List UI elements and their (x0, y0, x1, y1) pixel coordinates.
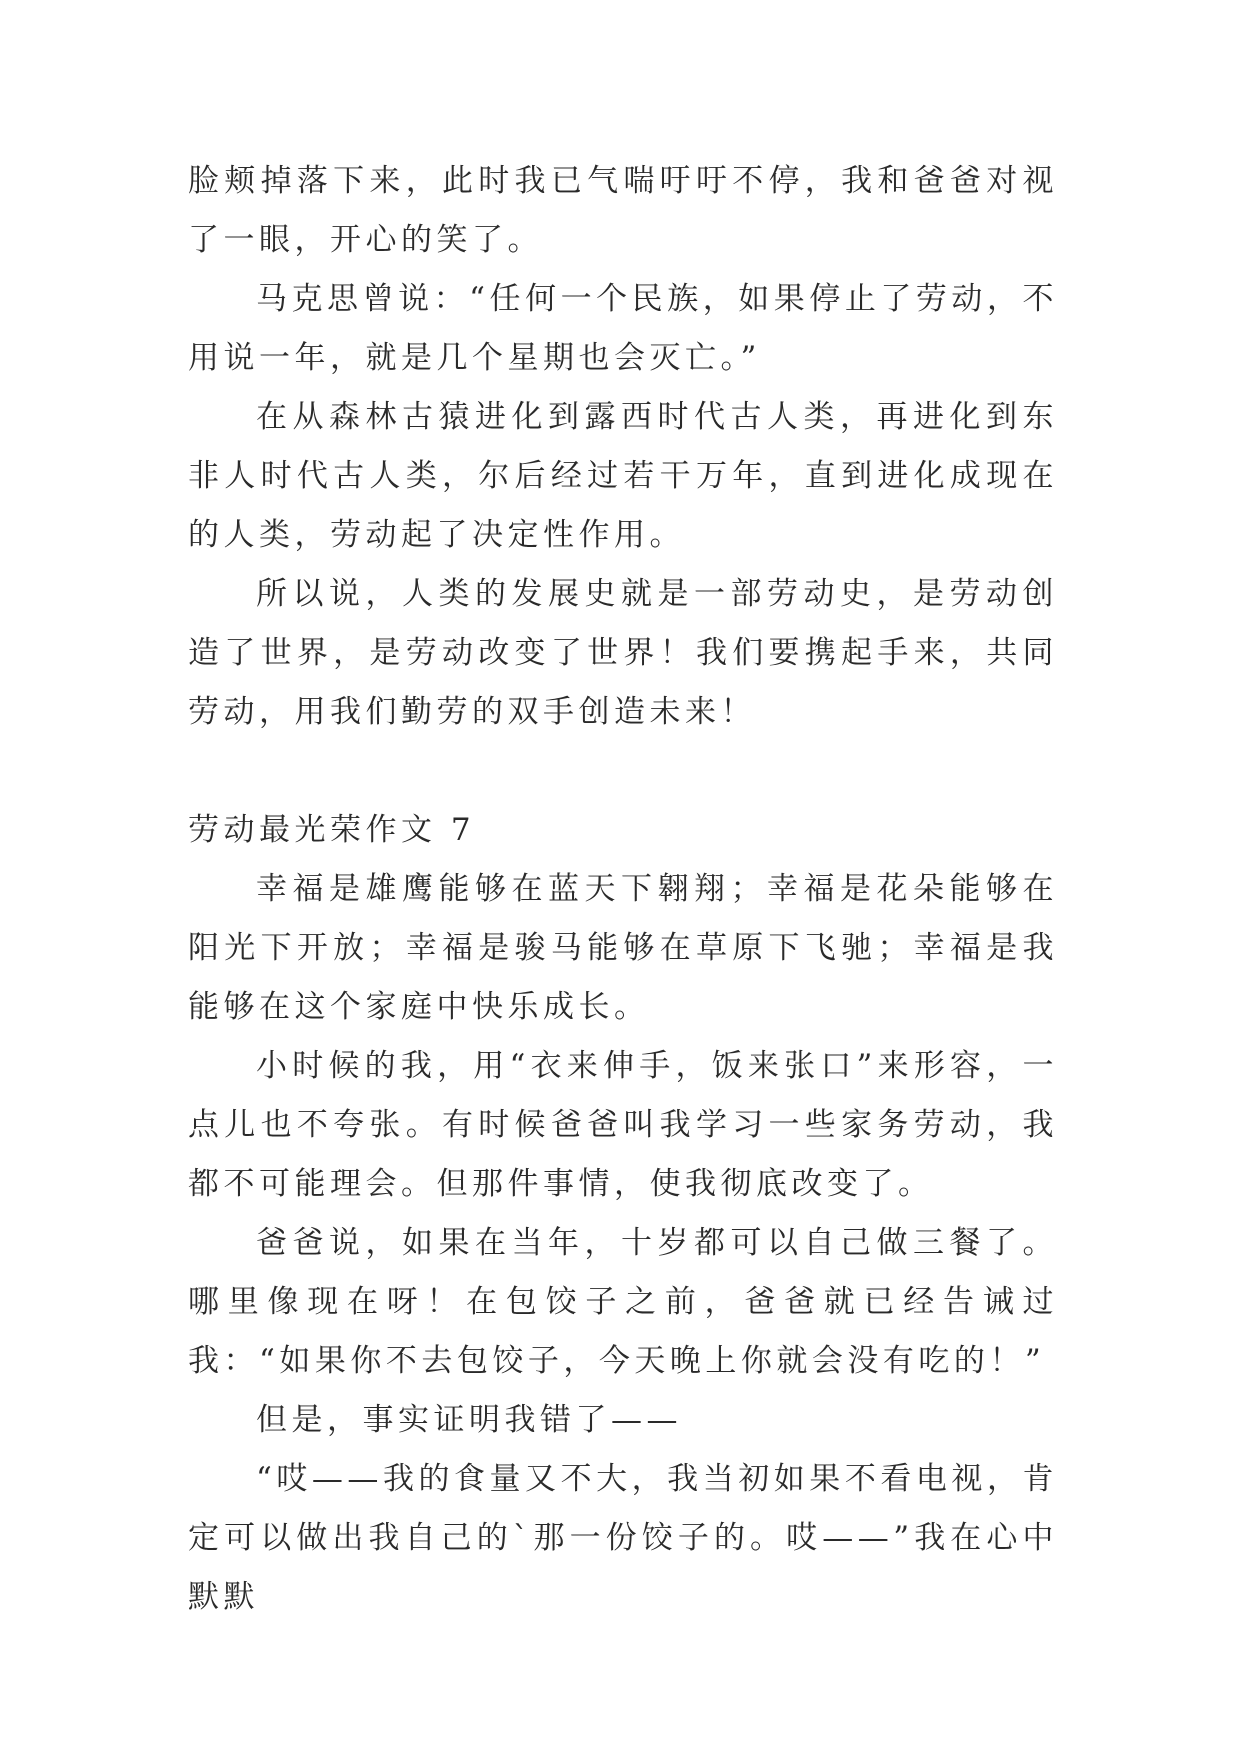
paragraph: 所以说，人类的发展史就是一部劳动史，是劳动创造了世界，是劳动改变了世界！我们要携起手来，共同劳动，用我们勤劳的双手创造未来！ (188, 576, 1058, 730)
paragraph: 马克思曾说：“任何一个民族，如果停止了劳动，不用说一年，就是几个星期也会灭亡。” (188, 281, 1058, 376)
paragraph: 但是，事实证明我错了—— (256, 1402, 682, 1438)
paragraph: 小时候的我，用“衣来伸手，饭来张口”来形容，一点儿也不夸张。有时候爸爸叫我学习一些家务劳动，我都不可能理会。但那件事情，使我彻底改变了。 (188, 1048, 1058, 1202)
paragraph: 在从森林古猿进化到露西时代古人类，再进化到东非人时代古人类，尔后经过若干万年，直到进化成现在的人类，劳动起了决定性作用。 (188, 399, 1058, 553)
paragraph: 爸爸说，如果在当年，十岁都可以自己做三餐了。哪里像现在呀！在包饺子之前，爸爸就已经告诫过我：“如果你不去包饺子，今天晚上你就会没有吃的！” (188, 1225, 1058, 1379)
paragraph: “哎——我的食量又不大，我当初如果不看电视，肯定可以做出我自己的`那一份饺子的。哎——”我在心中默默 (188, 1461, 1058, 1615)
document-body (188, 152, 1058, 1627)
section-title: 劳动最光荣作文 7 (188, 812, 476, 848)
paragraph: 幸福是雄鹰能够在蓝天下翱翔；幸福是花朵能够在阳光下开放；幸福是骏马能够在草原下飞驰；幸福是我能够在这个家庭中快乐成长。 (188, 871, 1058, 1025)
paragraph: 脸颊掉落下来，此时我已气喘吁吁不停，我和爸爸对视了一眼，开心的笑了。 (188, 163, 1058, 258)
